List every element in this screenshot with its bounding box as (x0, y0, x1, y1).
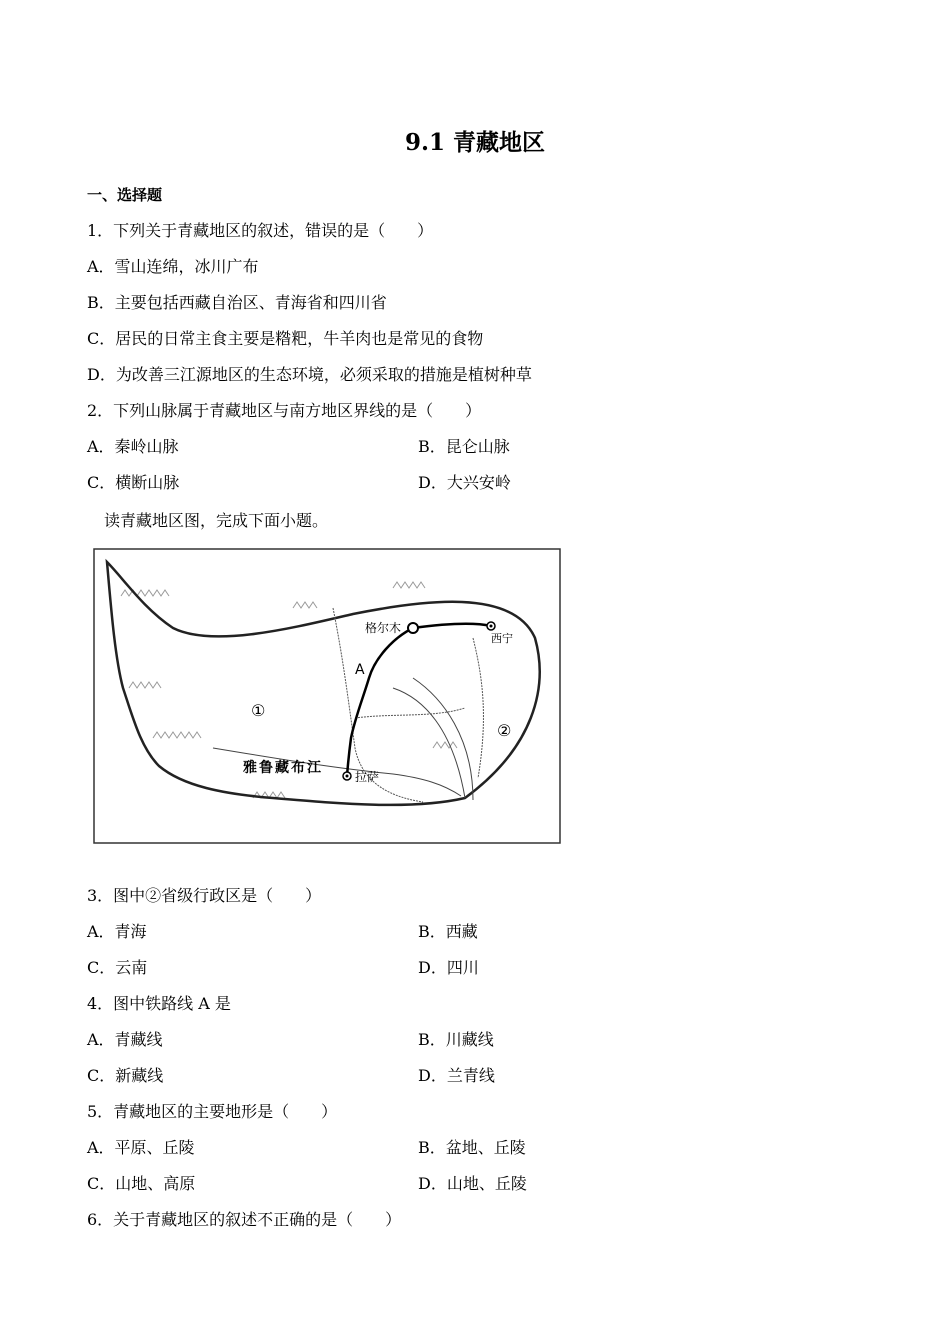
q1-option-b: B．主要包括西藏自治区、青海省和四川省 (87, 293, 387, 312)
qinghai-tibet-map (93, 548, 561, 844)
q4-option-d: D．兰青线 (418, 1066, 495, 1085)
q6-stem: 6．关于青藏地区的叙述不正确的是（ ） (87, 1210, 402, 1229)
golmud-marker (408, 623, 418, 633)
q1-stem: 1．下列关于青藏地区的叙述，错误的是（ ） (87, 221, 434, 240)
q3-option-a: A．青海 (87, 922, 147, 941)
label-xining: 西宁 (491, 632, 513, 645)
q1-option-a: A．雪山连绵，冰川广布 (87, 257, 259, 276)
q4-option-c: C．新藏线 (87, 1066, 164, 1085)
q2-option-a: A．秦岭山脉 (87, 437, 179, 456)
q5-option-a: A．平原、丘陵 (87, 1138, 195, 1157)
q4-option-b: B．川藏线 (418, 1030, 494, 1049)
q4-option-a: A．青藏线 (87, 1030, 163, 1049)
q1-option-d: D．为改善三江源地区的生态环境，必须采取的措施是植树种草 (87, 365, 532, 384)
label-region-2: ② (497, 721, 512, 740)
q5-stem: 5．青藏地区的主要地形是（ ） (87, 1102, 338, 1121)
q3-option-c: C．云南 (87, 958, 148, 977)
section-heading: 一、选择题 (87, 186, 163, 204)
q3-option-d: D．四川 (418, 958, 479, 977)
label-golmud: 格尔木 (365, 621, 402, 635)
q3-stem: 3．图中②省级行政区是（ ） (87, 886, 322, 905)
q2-stem: 2．下列山脉属于青藏地区与南方地区界线的是（ ） (87, 401, 482, 420)
q4-stem: 4．图中铁路线 A 是 (87, 994, 231, 1013)
q3-option-b: B．西藏 (418, 922, 478, 941)
q1-option-c: C．居民的日常主食主要是糌粑，牛羊肉也是常见的食物 (87, 329, 484, 348)
map-intro: 读青藏地区图，完成下面小题。 (104, 511, 329, 530)
label-lhasa: 拉萨 (355, 770, 380, 784)
map-frame (94, 549, 560, 843)
q5-option-c: C．山地、高原 (87, 1174, 196, 1193)
page-title: 9.1 青藏地区 (404, 129, 546, 156)
label-region-1: ① (251, 701, 266, 720)
label-railway-a: A (355, 662, 365, 678)
q5-option-d: D．山地、丘陵 (418, 1174, 527, 1193)
q2-option-b: B．昆仑山脉 (418, 437, 510, 456)
q5-option-b: B．盆地、丘陵 (418, 1138, 526, 1157)
q2-option-c: C．横断山脉 (87, 473, 180, 492)
q2-option-d: D．大兴安岭 (418, 473, 511, 492)
label-yarlung-tsangpo: 雅鲁藏布江 (243, 760, 323, 776)
